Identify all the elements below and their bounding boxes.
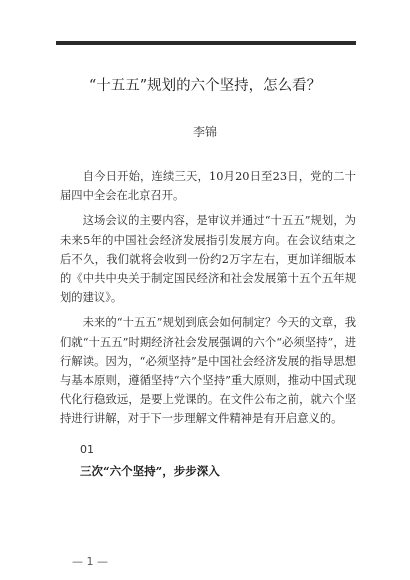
section-heading: 三次“六个坚持”，步步深入: [80, 464, 220, 478]
paragraph-2: 这场会议的主要内容，是审议并通过“十五五”规划，为未来5年的中国社会经济发展指引发展方向。在会议结束之后不久，我们就将会收到一份约2万字左右，更加详细版本的《中共中央关于制定国民经济和社会发展第十五个五年规划的建议》。: [60, 214, 356, 305]
paragraph-3: 未来的“十五五”规划到底会如何制定？今天的文章，我们就“十五五”时期经济社会发展强调的六个“必须坚持”，进行解读。因为，“必须坚持”是中国社会经济发展的指导思想与基本原则，遵循坚持“六个坚持”重大原则，推动中国式现代化行稳致远，是要上党课的。在文件公布之前，就六个坚持进行讲解，对于下一步理解文件精神是有开启意义的。: [60, 316, 356, 426]
section-number: 01: [80, 443, 94, 456]
author-name: 李锦: [192, 125, 217, 139]
page-number: — 1 —: [72, 555, 108, 568]
paragraph-1: 自今日开始，连续三天，10月20日至23日，党的二十届四中全会在北京召开。: [60, 170, 356, 203]
article-body: [60, 167, 356, 435]
header-rule: [56, 41, 356, 45]
document-title: “十五五”规划的六个坚持，怎么看？: [88, 78, 322, 94]
